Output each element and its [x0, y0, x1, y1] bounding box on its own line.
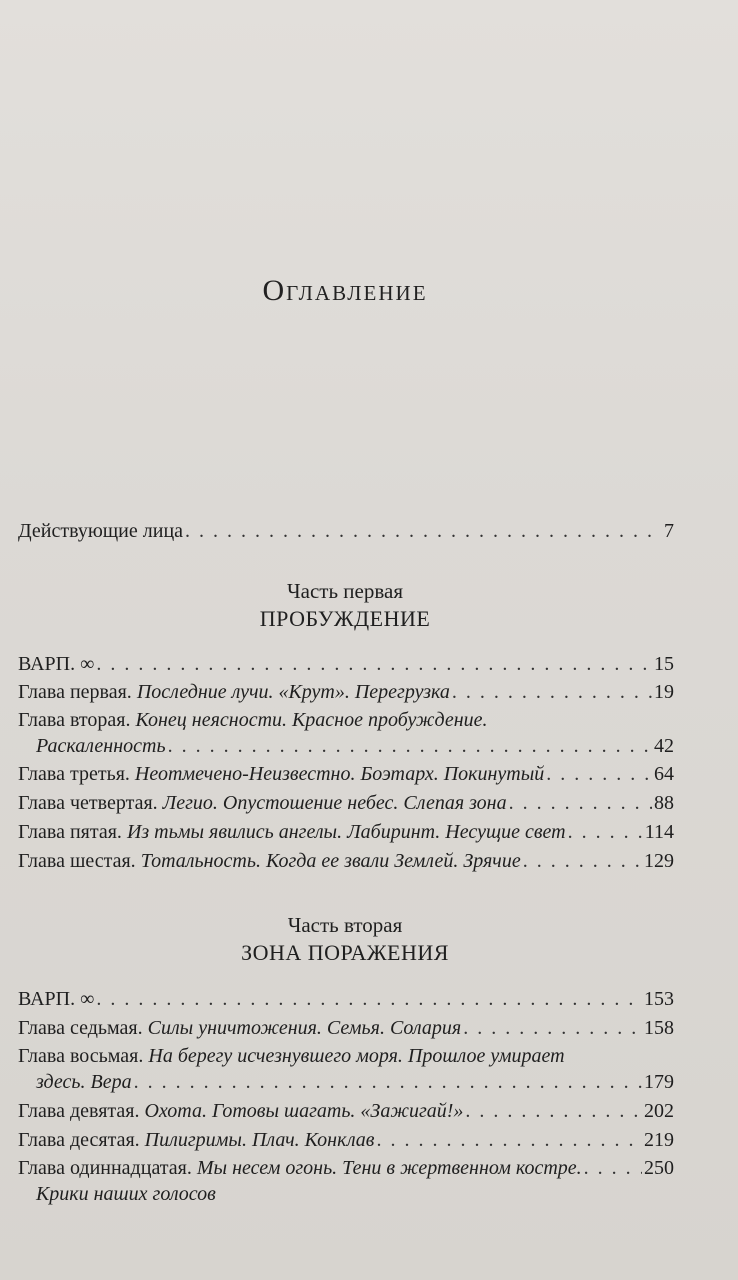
dot-leader [546, 761, 652, 787]
toc-entry-chapter-8[interactable] [18, 1043, 674, 1095]
page-number: 202 [644, 1100, 674, 1122]
page-number: 179 [644, 1071, 674, 1093]
toc-entry-chapter-6[interactable] [18, 848, 674, 874]
page-number: 219 [644, 1129, 674, 1151]
page-number: 42 [654, 735, 674, 757]
dot-leader [185, 518, 662, 544]
toc-entry-subtitle: Тотальность. Когда ее звали Землей. Зрячие [140, 850, 521, 872]
dot-leader [465, 1098, 642, 1124]
toc-entry-subtitle: Охота. Готовы шагать. «Зажигай!» [144, 1100, 464, 1122]
toc-entry-subtitle: Неотмечено-Неизвестно. Боэтарх. Покинутый [134, 763, 545, 785]
dot-leader [509, 790, 652, 816]
toc-entry-subtitle-continued: Раскаленность [36, 735, 166, 757]
page-number: 15 [654, 653, 674, 675]
dot-leader [96, 986, 642, 1012]
toc-entry-subtitle: Мы несем огонь. Тени в жертвенном костре. [196, 1157, 582, 1179]
toc-entry-label: Глава девятая. [18, 1100, 140, 1122]
toc-entry-label: Глава пятая. [18, 821, 122, 843]
dot-leader [96, 651, 652, 677]
dot-leader [452, 679, 652, 705]
toc-entry-subtitle-continued: Крики наших голосов [36, 1183, 216, 1205]
part-one-heading: Часть первая [287, 579, 403, 603]
toc-entry-warp-2[interactable] [18, 986, 674, 1012]
page-number: 19 [654, 681, 674, 703]
toc-entry-label: Глава вторая. [18, 709, 131, 731]
dot-leader [134, 1069, 642, 1095]
dot-leader [463, 1015, 642, 1041]
toc-entry-subtitle: Легио. Опустошение небес. Слепая зона [162, 792, 507, 814]
toc-entry-label: Глава шестая. [18, 850, 136, 872]
page-number: 7 [664, 520, 674, 542]
toc-entry-characters[interactable] [18, 518, 674, 544]
toc-entry-chapter-2[interactable] [18, 707, 674, 759]
dot-leader [568, 819, 643, 845]
toc-entry-label: ВАРП. ∞ [18, 653, 95, 675]
page-number: 88 [654, 792, 674, 814]
dot-leader [523, 848, 642, 874]
page-number: 129 [644, 850, 674, 872]
toc-entry-label: ВАРП. ∞ [18, 988, 95, 1010]
toc-entry-label: Глава седьмая. [18, 1017, 143, 1039]
toc-entry-subtitle-continued: здесь. Вера [36, 1071, 132, 1093]
toc-entry-chapter-9[interactable] [18, 1098, 674, 1124]
toc-entry-warp-1[interactable] [18, 651, 674, 677]
dot-leader [584, 1155, 642, 1181]
dot-leader [376, 1127, 642, 1153]
toc-entry-chapter-11[interactable] [18, 1155, 674, 1207]
toc-entry-chapter-7[interactable] [18, 1015, 674, 1041]
toc-entry-chapter-5[interactable] [18, 819, 674, 845]
part-two-heading: Часть вторая [287, 913, 403, 937]
toc-entry-label: Глава третья. [18, 763, 130, 785]
page-number: 250 [644, 1157, 674, 1179]
part-one-title: ПРОБУЖДЕНИЕ [259, 606, 431, 631]
toc-entry-subtitle: Конец неясности. Красное пробуждение. [135, 709, 488, 731]
toc-entry-chapter-1[interactable] [18, 679, 674, 705]
toc-entry-chapter-4[interactable] [18, 790, 674, 816]
dot-leader [168, 733, 652, 759]
toc-entry-chapter-3[interactable] [18, 761, 674, 787]
page-title: Оглавление [262, 274, 428, 307]
toc-entry-subtitle: На берегу исчезнувшего моря. Прошлое умирает [148, 1045, 565, 1067]
page-number: 64 [654, 763, 674, 785]
page-number: 114 [644, 821, 674, 843]
toc-entry-label: Глава восьмая. [18, 1045, 144, 1067]
toc-entry-chapter-10[interactable] [18, 1127, 674, 1153]
page-number: 158 [644, 1017, 674, 1039]
toc-entry-label: Действующие лица [18, 520, 184, 542]
part-two-title: ЗОНА ПОРАЖЕНИЯ [241, 940, 449, 965]
toc-entry-label: Глава десятая. [18, 1129, 140, 1151]
toc-entry-label: Глава первая. [18, 681, 132, 703]
toc-entry-subtitle: Пилигримы. Плач. Конклав [144, 1129, 375, 1151]
page-number: 153 [644, 988, 674, 1010]
toc-entry-label: Глава одиннадцатая. [18, 1157, 192, 1179]
toc-entry-subtitle: Последние лучи. «Крут». Перегрузка [136, 681, 450, 703]
toc-entry-label: Глава четвертая. [18, 792, 158, 814]
toc-entry-subtitle: Силы уничтожения. Семья. Солария [147, 1017, 462, 1039]
toc-entry-subtitle: Из тьмы явились ангелы. Лабиринт. Несущие свет [126, 821, 566, 843]
